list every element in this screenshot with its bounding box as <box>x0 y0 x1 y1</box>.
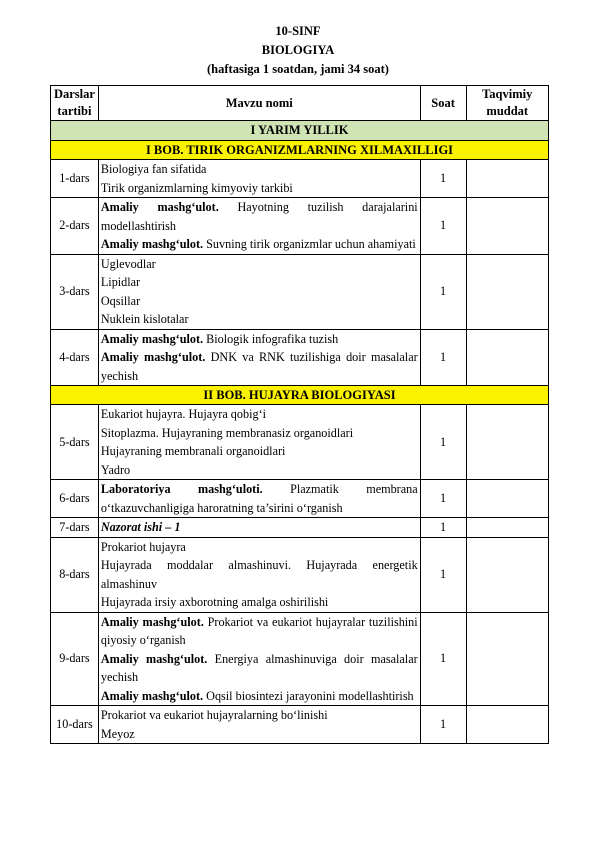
topic-text: Energiya almashinuviga doir masalalar yechish <box>100 651 418 684</box>
lesson-hours: 1 <box>420 405 466 480</box>
lesson-number: 2-dars <box>51 198 99 255</box>
table-row <box>51 405 549 480</box>
lesson-number: 5-dars <box>51 405 99 480</box>
topic-text: Prokariot hujayra <box>100 539 186 554</box>
lesson-number: 7-dars <box>51 518 99 538</box>
lesson-topic <box>98 254 420 329</box>
lesson-hours: 1 <box>420 706 466 744</box>
table-row <box>51 537 549 612</box>
topic-text: Meyoz <box>100 726 135 741</box>
topic-text: Hujayrada irsiy axborotning amalga oshirilishi <box>100 595 329 609</box>
topic-line <box>101 310 418 329</box>
topic-line <box>101 687 418 706</box>
topic-activity-label: Amaliy mashg‘ulot. <box>100 651 208 666</box>
column-header-order-line2: tartibi <box>57 104 92 118</box>
column-header-hours: Soat <box>420 86 466 121</box>
topic-line <box>101 273 418 292</box>
chapter-2-label: II BOB. HUJAYRA BIOLOGIYASI <box>51 386 549 405</box>
topic-text: Oqsillar <box>100 293 141 308</box>
topic-text: Sitoplazma. Hujayraning membranasiz organoidlari <box>100 425 354 440</box>
lesson-hours: 1 <box>420 254 466 329</box>
topic-text: Tirik organizmlarning kimyoviy tarkibi <box>100 180 293 195</box>
lesson-hours: 1 <box>420 518 466 538</box>
topic-line <box>101 480 418 517</box>
column-header-calendar-line1: Taqvimiy <box>482 87 533 101</box>
grade-title: 10-SINF <box>275 24 321 38</box>
lesson-topic <box>98 405 420 480</box>
topic-line <box>101 442 418 461</box>
document-header <box>0 22 596 79</box>
topic-line <box>101 330 418 349</box>
chapter-row <box>51 141 549 160</box>
topic-text: DNK va RNK tuzilishiga doir masalalar yechish <box>100 350 418 383</box>
column-header-order <box>51 86 99 121</box>
topic-line <box>101 593 418 612</box>
chapter-row <box>51 386 549 405</box>
lesson-number: 10-dars <box>51 706 99 744</box>
lesson-calendar-date <box>466 706 549 744</box>
topic-text: Prokariot va eukariot hujayralarning bo‘linishi <box>100 708 328 722</box>
lesson-number: 1-dars <box>51 160 99 198</box>
column-header-topic: Mavzu nomi <box>98 86 420 121</box>
table-row <box>51 198 549 255</box>
lesson-topic <box>98 329 420 386</box>
table-body <box>51 121 549 744</box>
topic-line <box>101 160 418 179</box>
lesson-calendar-date <box>466 254 549 329</box>
lesson-topic <box>98 537 420 612</box>
table-row <box>51 254 549 329</box>
semester-row <box>51 121 549 141</box>
table-row <box>51 518 549 538</box>
topic-activity-label: Amaliy mashg‘ulot. <box>100 200 219 214</box>
topic-text: Oqsil biosintezi jarayonini modellashtirish <box>203 688 414 703</box>
lesson-hours: 1 <box>420 198 466 255</box>
topic-text: Biologiya fan sifatida <box>100 162 207 176</box>
lesson-topic <box>98 160 420 198</box>
lesson-calendar-date <box>466 160 549 198</box>
topic-line <box>101 424 418 443</box>
topic-text: Yadro <box>100 462 131 477</box>
topic-line <box>101 348 418 385</box>
lesson-calendar-date <box>466 198 549 255</box>
curriculum-table <box>50 85 549 744</box>
topic-line <box>101 538 418 557</box>
topic-text: Prokariot va eukariot hujayralar tuzilishini qiyosiy o‘rganish <box>100 614 418 647</box>
topic-activity-label: Laboratoriya mashg‘uloti. <box>100 482 263 496</box>
lesson-hours: 1 <box>420 537 466 612</box>
lesson-calendar-date <box>466 612 549 706</box>
topic-text: Nuklein kislotalar <box>100 312 189 326</box>
hours-note: (haftasiga 1 soatdan, jami 34 soat) <box>207 62 389 76</box>
lesson-calendar-date <box>466 537 549 612</box>
lesson-hours: 1 <box>420 160 466 198</box>
topic-text: Uglevodlar <box>100 256 156 271</box>
topic-text: Lipidlar <box>100 275 141 289</box>
topic-text: Plazmatik membrana o‘tkazuvchanligiga haroratning ta’sirini o‘rganish <box>100 482 418 515</box>
topic-assessment-label: Nazorat ishi – 1 <box>100 520 181 534</box>
topic-line <box>101 725 418 744</box>
lesson-topic <box>98 518 420 538</box>
lesson-number: 6-dars <box>51 480 99 518</box>
table-row <box>51 160 549 198</box>
chapter-1-label: I BOB. TIRIK ORGANIZMLARNING XILMAXILLIGI <box>51 141 549 160</box>
lesson-topic <box>98 480 420 518</box>
lesson-number: 3-dars <box>51 254 99 329</box>
topic-line <box>101 518 418 537</box>
topic-line <box>101 405 418 424</box>
topic-line <box>101 461 418 480</box>
lesson-number: 4-dars <box>51 329 99 386</box>
topic-activity-label: Amaliy mashg‘ulot. <box>100 688 204 703</box>
lesson-topic <box>98 198 420 255</box>
topic-line <box>101 198 418 235</box>
topic-line <box>101 556 418 593</box>
column-header-calendar-line2: muddat <box>486 104 529 118</box>
topic-line <box>101 706 418 725</box>
topic-text: Hayotning tuzilish darajalarini modellashtirish <box>100 200 418 233</box>
lesson-calendar-date <box>466 405 549 480</box>
topic-text: Hujayrada moddalar almashinuvi. Hujayrada energetik almashinuv <box>100 558 418 591</box>
column-header-calendar <box>466 86 549 121</box>
topic-text: Hujayraning membranali organoidlari <box>100 444 286 458</box>
table-row <box>51 329 549 386</box>
table-header-row <box>51 86 549 121</box>
topic-line <box>101 292 418 311</box>
lesson-hours: 1 <box>420 612 466 706</box>
topic-text: Eukariot hujayra. Hujayra qobig‘i <box>100 407 267 421</box>
table-row <box>51 480 549 518</box>
lesson-number: 9-dars <box>51 612 99 706</box>
topic-activity-label: Amaliy mashg‘ulot. <box>100 350 206 364</box>
topic-activity-label: Amaliy mashg‘ulot. <box>100 331 204 346</box>
topic-line <box>101 650 418 687</box>
topic-activity-label: Amaliy mashg‘ulot. <box>100 237 204 251</box>
semester-label: I YARIM YILLIK <box>51 121 549 141</box>
topic-text: Biologik infografika tuzish <box>203 331 339 346</box>
lesson-hours: 1 <box>420 329 466 386</box>
topic-line <box>101 613 418 650</box>
lesson-calendar-date <box>466 480 549 518</box>
lesson-number: 8-dars <box>51 537 99 612</box>
topic-line <box>101 179 418 198</box>
column-header-order-line1: Darslar <box>53 87 95 101</box>
topic-activity-label: Amaliy mashg‘ulot. <box>100 614 204 629</box>
lesson-hours: 1 <box>420 480 466 518</box>
table-row <box>51 612 549 706</box>
lesson-calendar-date <box>466 329 549 386</box>
lesson-calendar-date <box>466 518 549 538</box>
subject-title: BIOLOGIYA <box>261 43 335 57</box>
topic-line <box>101 255 418 274</box>
topic-line <box>101 235 418 254</box>
lesson-topic <box>98 706 420 744</box>
topic-text: Suvning tirik organizmlar uchun ahamiyati <box>203 237 416 251</box>
lesson-topic <box>98 612 420 706</box>
table-row <box>51 706 549 744</box>
